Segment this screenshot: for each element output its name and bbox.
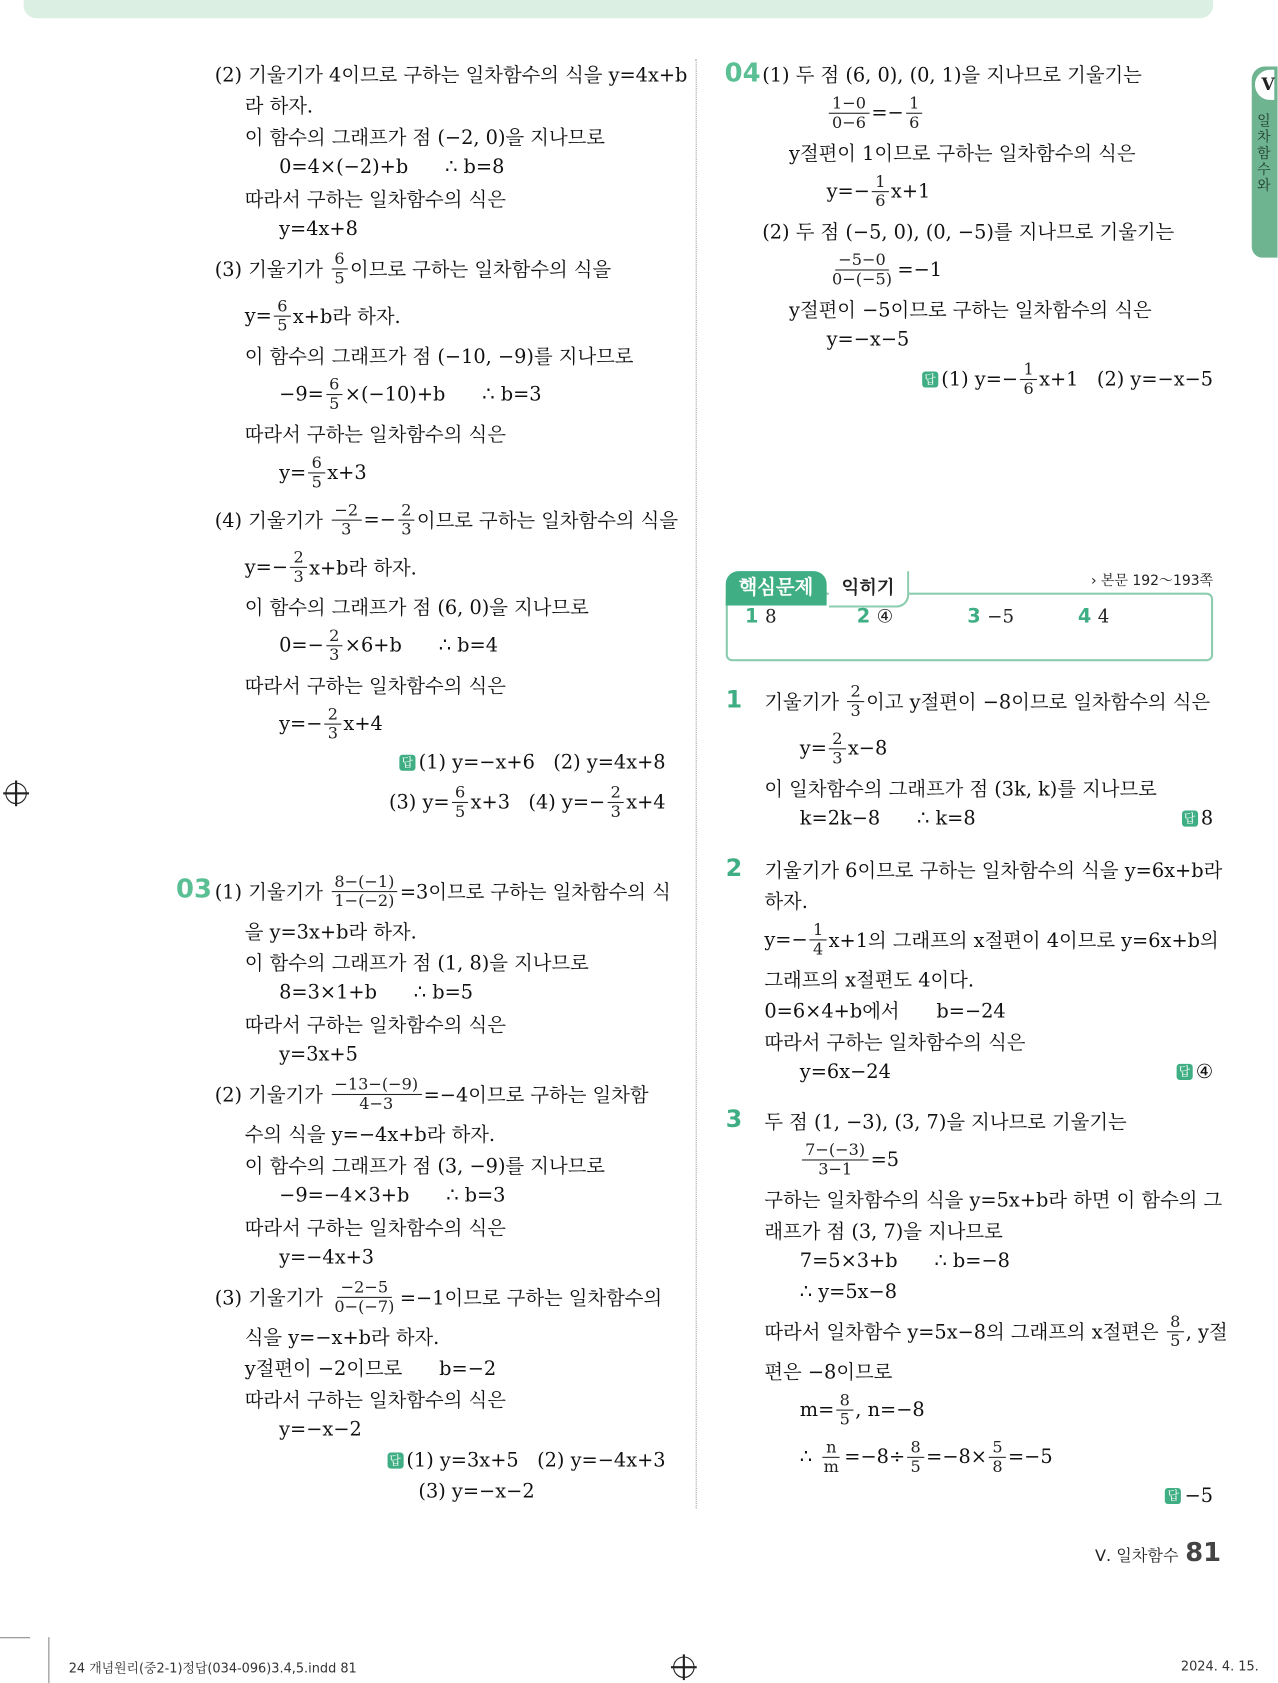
- math-text: y=6x−24: [799, 1060, 891, 1084]
- answer-number: 1: [745, 605, 759, 629]
- math-text: 이 함수의 그래프가 점 (1, 8)을 지나므로: [244, 951, 589, 975]
- math-text: , n=−8: [855, 1398, 925, 1421]
- math-text: ×(−10)+b ∴ b=3: [344, 382, 542, 406]
- denominator: 1−(−2): [334, 890, 395, 910]
- text-line: [762, 215, 1213, 246]
- text-line: [764, 1025, 1213, 1056]
- math-text: (3) y=: [388, 790, 450, 814]
- text-line: [215, 1118, 666, 1149]
- math-text: 0=−: [279, 633, 324, 657]
- numerator: 8: [836, 1391, 853, 1410]
- answer-badge-icon: 답: [1176, 1064, 1192, 1080]
- answer-badge-icon: 답: [387, 1453, 403, 1469]
- fraction: [331, 250, 348, 288]
- math-text: k=2k−8 ∴ k=8: [799, 807, 976, 830]
- chapter-roman: V: [1252, 67, 1278, 104]
- answer-value: 4: [1097, 606, 1110, 628]
- final-answer: [1176, 1061, 1213, 1084]
- numerator: 6: [452, 783, 469, 802]
- numerator: 1−0: [829, 94, 869, 113]
- text-line: [215, 1445, 666, 1476]
- math-text: 기울기가 6이므로 구하는 일차함수의 식을 y=6x+b라: [764, 859, 1223, 882]
- denominator: 5: [311, 471, 322, 492]
- denominator: 6: [875, 190, 886, 210]
- text-line: [762, 293, 1213, 324]
- denominator: 5: [910, 1456, 921, 1476]
- quick-answer-4: [1078, 605, 1110, 628]
- numerator: 2: [290, 548, 307, 567]
- numerator: 5: [989, 1438, 1006, 1457]
- math-text: , y절: [1185, 1321, 1228, 1345]
- math-text: =−1이므로 구하는 일차함수의: [399, 1287, 663, 1310]
- fraction: [872, 172, 889, 210]
- denominator: 3: [341, 519, 352, 539]
- denominator: 5: [1170, 1330, 1181, 1350]
- math-text: 래프가 점 (3, 7)을 지나므로: [764, 1220, 1003, 1243]
- math-text: (3) 기울기가: [214, 258, 330, 282]
- numerator: −13−(−9): [331, 1075, 421, 1094]
- math-text: =3이므로 구하는 일차함수의 식: [399, 881, 671, 904]
- text-line: [215, 292, 666, 339]
- text-line: [214, 58, 688, 89]
- math-text: (1) y=−x+6 (2) y=4x+8: [418, 751, 666, 775]
- math-text: (1) 기울기가: [214, 881, 330, 904]
- fraction: [331, 1278, 397, 1316]
- math-text: y=−: [279, 712, 323, 735]
- text-line: [764, 1214, 1213, 1245]
- math-text: −5: [1184, 1484, 1214, 1508]
- math-text: 식을 y=−x+b라 하자.: [244, 1326, 440, 1349]
- problem-number-04: 04: [724, 57, 761, 89]
- math-text: 이 함수의 그래프가 점 (−2, 0)을 지나므로: [244, 126, 605, 149]
- numerator: 6: [331, 250, 348, 269]
- text-line: [215, 151, 666, 182]
- text-line: [764, 1355, 1213, 1386]
- fraction: [326, 375, 343, 413]
- answer-value: 8: [1200, 807, 1214, 830]
- math-text: =−8×: [926, 1445, 987, 1469]
- math-text: y절편이 1이므로 구하는 일차함수의 식은: [789, 142, 1136, 165]
- page-number: 81: [1185, 1537, 1222, 1568]
- textbook-page-reference: › 본문 192～193쪽: [1090, 573, 1214, 590]
- text-line: [215, 1273, 666, 1320]
- math-text: y=−: [826, 179, 870, 203]
- numerator: 1: [1020, 360, 1037, 379]
- math-text: x+4: [626, 790, 666, 814]
- solution-02-continued: [214, 58, 688, 826]
- text-line: [215, 1211, 666, 1242]
- math-text: 이 함수의 그래프가 점 (6, 0)을 지나므로: [244, 596, 589, 619]
- numerator: 1: [872, 172, 889, 191]
- text-line: [215, 1149, 666, 1180]
- fraction: [829, 251, 895, 289]
- math-text: 따라서 일차함수 y=5x−8의 그래프의 x절편은: [764, 1321, 1165, 1345]
- text-line: [764, 1480, 1213, 1511]
- math-text: (3) 기울기가: [214, 1287, 330, 1310]
- text-line: [762, 136, 1213, 167]
- math-text: x+1의 그래프의 x절편이 4이므로 y=6x+b의: [828, 929, 1219, 953]
- math-text: 따라서 구하는 일차함수의 식은: [244, 1388, 506, 1412]
- numerator: −5−0: [835, 251, 889, 270]
- fraction: [829, 729, 846, 767]
- denominator: 3: [610, 801, 621, 821]
- math-text: x+b라 하자.: [309, 557, 417, 580]
- math-text: (2) 기울기가 4이므로 구하는 일차함수의 식을 y=4x+b: [214, 63, 688, 87]
- top-color-bar: [24, 0, 1213, 18]
- math-text: y=: [799, 736, 827, 760]
- chapter-title: 일차함수와: [1257, 113, 1271, 195]
- text-line: [764, 1136, 1213, 1183]
- text-line: [215, 778, 666, 825]
- fraction: [325, 705, 342, 743]
- math-text: x+b라 하자.: [292, 305, 401, 329]
- fraction: [810, 921, 827, 959]
- fraction: [398, 501, 415, 539]
- text-line: [215, 977, 666, 1008]
- math-text: 이고 y절편이 −8이므로 일차함수의 식은: [866, 691, 1211, 714]
- math-text: ∴ y=5x−8: [799, 1280, 898, 1304]
- text-line: [762, 246, 1213, 293]
- text-line: [764, 725, 1213, 772]
- math-text: x+3 (4) y=−: [470, 790, 606, 814]
- text-line: [215, 915, 666, 946]
- math-text: 이므로 구하는 일차함수의 식을: [350, 258, 612, 282]
- denominator: 4−3: [359, 1093, 394, 1113]
- core-problem-tab: 핵심문제: [726, 571, 826, 605]
- answer-value: 8: [764, 606, 777, 628]
- math-text: 따라서 구하는 일차함수의 식은: [244, 1013, 506, 1037]
- column-divider: [696, 59, 697, 1508]
- answer-badge-icon: 답: [1165, 1488, 1181, 1504]
- text-line: [764, 1056, 1213, 1087]
- fraction: [331, 872, 397, 910]
- text-line: [215, 1414, 666, 1445]
- numerator: 1: [906, 94, 923, 113]
- fraction: [989, 1438, 1006, 1476]
- math-text: 라 하자.: [244, 95, 314, 118]
- text-line: [764, 1183, 1223, 1214]
- denominator: 3: [329, 644, 340, 664]
- numerator: 2: [398, 501, 415, 520]
- denominator: 5: [839, 1409, 850, 1429]
- denominator: 3−1: [818, 1158, 853, 1179]
- math-text: (1) 두 점 (6, 0), (0, 1)을 지나므로 기울기는: [762, 63, 1142, 87]
- math-text: 이므로 구하는 일차함수의 식을: [416, 509, 679, 533]
- text-line: [214, 867, 671, 914]
- text-line: [762, 89, 1213, 136]
- numerator: 8: [1167, 1312, 1184, 1331]
- text-line: [215, 183, 666, 214]
- crop-mark: [48, 1637, 49, 1683]
- math-text: y=−x−2: [279, 1418, 362, 1441]
- text-line: [762, 58, 1213, 89]
- denominator: 4: [813, 938, 824, 959]
- numerator: 7−(−3): [802, 1141, 868, 1160]
- math-text: 따라서 구하는 일차함수의 식은: [244, 1216, 506, 1240]
- text-line: [764, 1245, 1213, 1276]
- text-line: [762, 324, 1213, 355]
- text-line: [215, 1320, 666, 1351]
- practice-tab: 익히기: [829, 571, 910, 608]
- math-text: x+3: [327, 461, 367, 484]
- text-line: [762, 167, 1213, 214]
- text-line: [215, 370, 666, 417]
- fraction: [829, 94, 869, 132]
- denominator: 5: [454, 801, 466, 821]
- fraction: [326, 626, 343, 664]
- text-line: [215, 1070, 666, 1117]
- math-text: ∴: [799, 1445, 819, 1469]
- math-text: y=4x+8: [279, 217, 358, 241]
- text-line: [215, 946, 666, 977]
- math-text: 따라서 구하는 일차함수의 식은: [244, 674, 506, 698]
- math-text: 두 점 (1, −3), (3, 7)을 지나므로 기울기는: [764, 1110, 1127, 1134]
- text-line: [764, 803, 1213, 834]
- text-line: [215, 120, 666, 151]
- answer-number: 2: [856, 605, 871, 629]
- numerator: 2: [847, 682, 864, 701]
- denominator: 3: [293, 566, 304, 586]
- denominator: 0−(−7): [334, 1296, 395, 1316]
- fraction: [452, 783, 469, 821]
- math-text: m=: [799, 1398, 835, 1421]
- fraction: [1167, 1312, 1184, 1350]
- fraction: [274, 297, 291, 335]
- numerator: 8−(−1): [331, 872, 397, 891]
- text-line: [215, 89, 666, 120]
- math-text: y=−x−5: [826, 328, 910, 352]
- text-line: [764, 916, 1219, 963]
- math-text: (1) y=3x+5 (2) y=−4x+3: [406, 1449, 666, 1472]
- text-line: [215, 449, 666, 496]
- denominator: 5: [329, 393, 340, 413]
- chapter-side-tab[interactable]: [1252, 67, 1278, 258]
- math-text: −9=: [279, 382, 324, 406]
- math-text: x+4: [343, 712, 383, 735]
- solution-problem-2: [764, 853, 1223, 1087]
- math-text: (2) 두 점 (−5, 0), (0, −5)를 지나므로 기울기는: [762, 220, 1175, 244]
- fraction: [331, 1075, 421, 1113]
- answer-badge-icon: 답: [399, 755, 415, 771]
- denominator: 3: [327, 723, 339, 743]
- text-line: [215, 1180, 666, 1211]
- fraction: [308, 454, 325, 492]
- fraction: [290, 548, 307, 586]
- fraction: [847, 682, 864, 720]
- problem-number-1: 1: [725, 687, 743, 714]
- math-text: 이 함수의 그래프가 점 (3, −9)를 지나므로: [244, 1154, 605, 1178]
- math-text: 을 y=3x+b라 하자.: [244, 920, 417, 944]
- text-line: [215, 1352, 666, 1383]
- answer-number: 4: [1077, 605, 1092, 629]
- math-text: =−8÷: [844, 1445, 906, 1469]
- math-text: 구하는 일차함수의 식을 y=5x+b라 하면 이 함수의 그: [764, 1188, 1223, 1212]
- math-text: y절편이 −5이므로 구하는 일차함수의 식은: [789, 298, 1152, 322]
- text-line: [764, 772, 1213, 803]
- math-text: x+1 (2) y=−x−5: [1039, 367, 1214, 391]
- registration-mark-icon: [673, 1656, 694, 1677]
- text-line: [215, 1008, 666, 1039]
- text-line: [764, 963, 1213, 994]
- math-text: 7=5×3+b ∴ b=−8: [799, 1249, 1010, 1273]
- fraction: [1020, 360, 1037, 398]
- math-text: x+1: [890, 179, 931, 203]
- fraction: [820, 1438, 842, 1476]
- text-line: [762, 355, 1213, 402]
- answer-value: −5: [987, 606, 1015, 628]
- print-slug-file: 24 개념원리(중2-1)정답(034-096)3.4,5.indd 81: [68, 1660, 357, 1676]
- text-line: [764, 1308, 1228, 1355]
- denominator: 5: [277, 315, 288, 335]
- text-line: [764, 994, 1213, 1025]
- math-text: =−4이므로 구하는 일차함: [423, 1084, 649, 1107]
- math-text: 수의 식을 y=−4x+b라 하자.: [244, 1123, 496, 1147]
- math-text: ×6+b ∴ b=4: [344, 633, 498, 657]
- registration-mark-icon: [5, 783, 26, 804]
- denominator: 6: [909, 112, 920, 132]
- math-text: (1) y=−: [941, 367, 1019, 391]
- denominator: 0−(−5): [832, 268, 893, 289]
- text-line: [215, 418, 666, 449]
- problem-number-2: 2: [725, 855, 743, 883]
- text-line: [214, 496, 679, 543]
- math-text: y=: [279, 461, 307, 484]
- print-slug-date: 2024. 4. 15.: [1180, 1658, 1259, 1674]
- text-line: [215, 1039, 666, 1070]
- numerator: −2: [331, 501, 361, 520]
- problem-number-3: 3: [725, 1106, 743, 1134]
- math-text: x−8: [847, 736, 888, 760]
- math-text: −9=−4×3+b ∴ b=3: [279, 1184, 506, 1207]
- quick-answer-2: [857, 605, 893, 628]
- math-text: 따라서 구하는 일차함수의 식은: [764, 1031, 1026, 1054]
- math-text: (2) 기울기가: [214, 1084, 330, 1107]
- numerator: 2: [829, 729, 846, 748]
- footer-section-title: Ⅴ. 일차함수: [1095, 1545, 1179, 1566]
- fraction: [607, 783, 624, 821]
- numerator: 6: [326, 375, 343, 394]
- final-answer: [1181, 807, 1213, 830]
- math-text: y=3x+5: [279, 1043, 358, 1067]
- answer-badge-icon: 답: [1181, 811, 1197, 827]
- text-line: [764, 1386, 1213, 1433]
- fraction: [836, 1391, 853, 1429]
- math-text: 따라서 구하는 일차함수의 식은: [244, 188, 506, 211]
- text-line: [764, 1105, 1213, 1136]
- text-line: [215, 543, 666, 590]
- text-line: [764, 853, 1223, 884]
- solution-problem-1: [764, 677, 1213, 834]
- numerator: −2−5: [337, 1278, 391, 1297]
- math-text: 그래프의 x절편도 4이다.: [764, 968, 974, 992]
- math-text: y=: [244, 304, 272, 327]
- text-line: [764, 1276, 1213, 1307]
- numerator: 2: [607, 783, 624, 802]
- crop-mark: [0, 1637, 30, 1638]
- text-line: [764, 677, 1213, 724]
- math-text: y=−: [244, 555, 289, 579]
- denominator: 5: [334, 267, 345, 288]
- denominator: 3: [401, 519, 412, 539]
- text-line: [215, 214, 666, 245]
- numerator: 8: [907, 1438, 924, 1457]
- text-line: [215, 622, 666, 669]
- denominator: 0−6: [832, 112, 866, 132]
- problem-number-03: 03: [176, 873, 212, 904]
- math-text: 이 함수의 그래프가 점 (−10, −9)를 지나므로: [244, 345, 634, 368]
- numerator: 2: [326, 626, 343, 645]
- denominator: m: [823, 1456, 839, 1476]
- numerator: 6: [274, 297, 291, 316]
- denominator: 3: [832, 747, 843, 768]
- math-text: (4) 기울기가: [214, 509, 330, 533]
- fraction: [907, 1438, 924, 1476]
- math-text: =−1: [897, 258, 943, 281]
- quick-answer-1: [745, 605, 777, 628]
- text-line: [764, 885, 1213, 916]
- denominator: 3: [850, 700, 861, 720]
- answer-value: ④: [876, 606, 893, 628]
- text-line: [215, 590, 666, 621]
- math-text: y=−4x+3: [279, 1246, 375, 1269]
- math-text: 편은 −8이므로: [764, 1360, 893, 1384]
- math-text: 0=4×(−2)+b ∴ b=8: [279, 155, 505, 179]
- text-line: [215, 700, 666, 747]
- numerator: 6: [308, 454, 325, 473]
- math-text: 기울기가: [764, 691, 846, 714]
- math-text: 8=3×1+b ∴ b=5: [279, 981, 474, 1004]
- answer-badge-icon: 답: [922, 371, 938, 387]
- answer-value: ④: [1195, 1060, 1214, 1084]
- numerator: n: [823, 1438, 840, 1457]
- solution-04: [762, 58, 1213, 403]
- text-line: [215, 339, 666, 370]
- math-text: 따라서 구하는 일차함수의 식은: [244, 423, 506, 447]
- denominator: 6: [1023, 378, 1034, 398]
- text-line: [764, 1433, 1213, 1480]
- math-text: =−: [871, 101, 904, 124]
- text-line: [215, 1383, 666, 1414]
- math-text: =−: [363, 508, 396, 531]
- text-line: [215, 747, 666, 778]
- core-problem-answer-box: [726, 571, 1213, 661]
- fraction: [802, 1141, 868, 1179]
- math-text: 이 일차함수의 그래프가 점 (3k, k)를 지나므로: [764, 777, 1157, 801]
- denominator: 8: [992, 1456, 1003, 1476]
- math-text: =−5: [1007, 1445, 1053, 1469]
- solution-03: [214, 867, 671, 1507]
- math-text: 하자.: [764, 890, 808, 914]
- text-line: [215, 1476, 666, 1507]
- math-text: (3) y=−x−2: [418, 1480, 535, 1503]
- quick-answer-3: [967, 605, 1014, 628]
- fraction: [331, 501, 361, 539]
- math-text: 0=6×4+b에서 b=−24: [764, 1000, 1006, 1023]
- text-line: [215, 1242, 666, 1273]
- text-line: [215, 245, 666, 292]
- math-text: y절편이 −2이므로 b=−2: [244, 1357, 497, 1381]
- answer-number: 3: [967, 605, 981, 629]
- fraction: [906, 94, 923, 132]
- math-text: =5: [870, 1148, 900, 1171]
- numerator: 2: [325, 705, 342, 724]
- math-text: y=−: [764, 928, 808, 951]
- solution-problem-3: [764, 1105, 1228, 1512]
- numerator: 1: [810, 921, 827, 940]
- text-line: [215, 669, 666, 700]
